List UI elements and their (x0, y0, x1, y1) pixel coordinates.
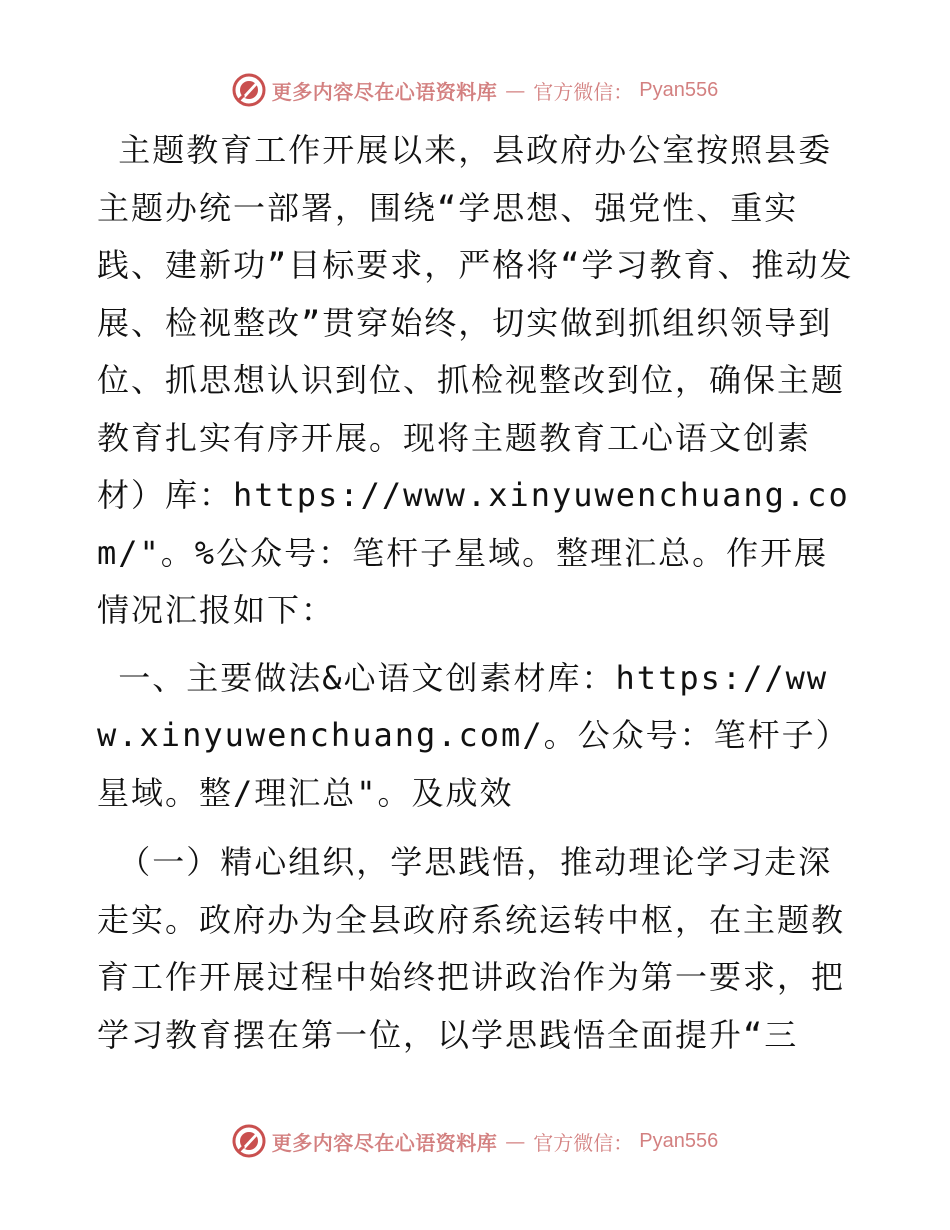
watermark-contact-id: Pyan556 (639, 78, 719, 101)
watermark-separator: — (505, 78, 526, 102)
watermark-contact-label: 官方微信： (533, 79, 634, 104)
red-seal-logo-icon (232, 1124, 266, 1158)
header-watermark (0, 70, 950, 110)
watermark-brand-text: 更多内容尽在心语资料库 (271, 79, 498, 104)
watermark-separator: — (505, 1129, 526, 1153)
watermark-group (232, 1124, 718, 1158)
subsection-paragraph-1: （一）精心组织，学思践悟，推动理论学习走深走实。政府办为全县政府系统运转中枢，在主题教育工作开展过程中始终把讲政治作为第一要求，把学习教育摆在第一位，以学思践悟全面提升“三 (97, 843, 846, 1054)
watermark-contact-id: Pyan556 (639, 1129, 719, 1152)
intro-paragraph: 主题教育工作开展以来，县政府办公室按照县委主题办统一部署，围绕“学思想、强党性、重实践、建新功”目标要求，严格将“学习教育、推动发展、检视整改”贯穿始终，切实做到抓组织领导到位、抓思想认识到位、抓检视整改到位，确保主题教育扎实有序开展。现将主题教育工心语文创素材）库：https://www.xinyuwenchuang.com/"。%公众号：笔杆子星域。整理汇总。作开展情况汇报如下： (97, 131, 854, 629)
watermark-brand-text: 更多内容尽在心语资料库 (271, 1130, 498, 1155)
watermark-group (232, 73, 718, 107)
document-body (97, 122, 857, 1064)
watermark-contact-label: 官方微信： (533, 1130, 634, 1155)
section-heading-1: 一、主要做法&心语文创素材库：https://www.xinyuwenchuang.com/。公众号：笔杆子）星域。整/理汇总"。及成效 (97, 658, 850, 812)
red-seal-logo-icon (232, 73, 266, 107)
footer-watermark (0, 1121, 950, 1161)
